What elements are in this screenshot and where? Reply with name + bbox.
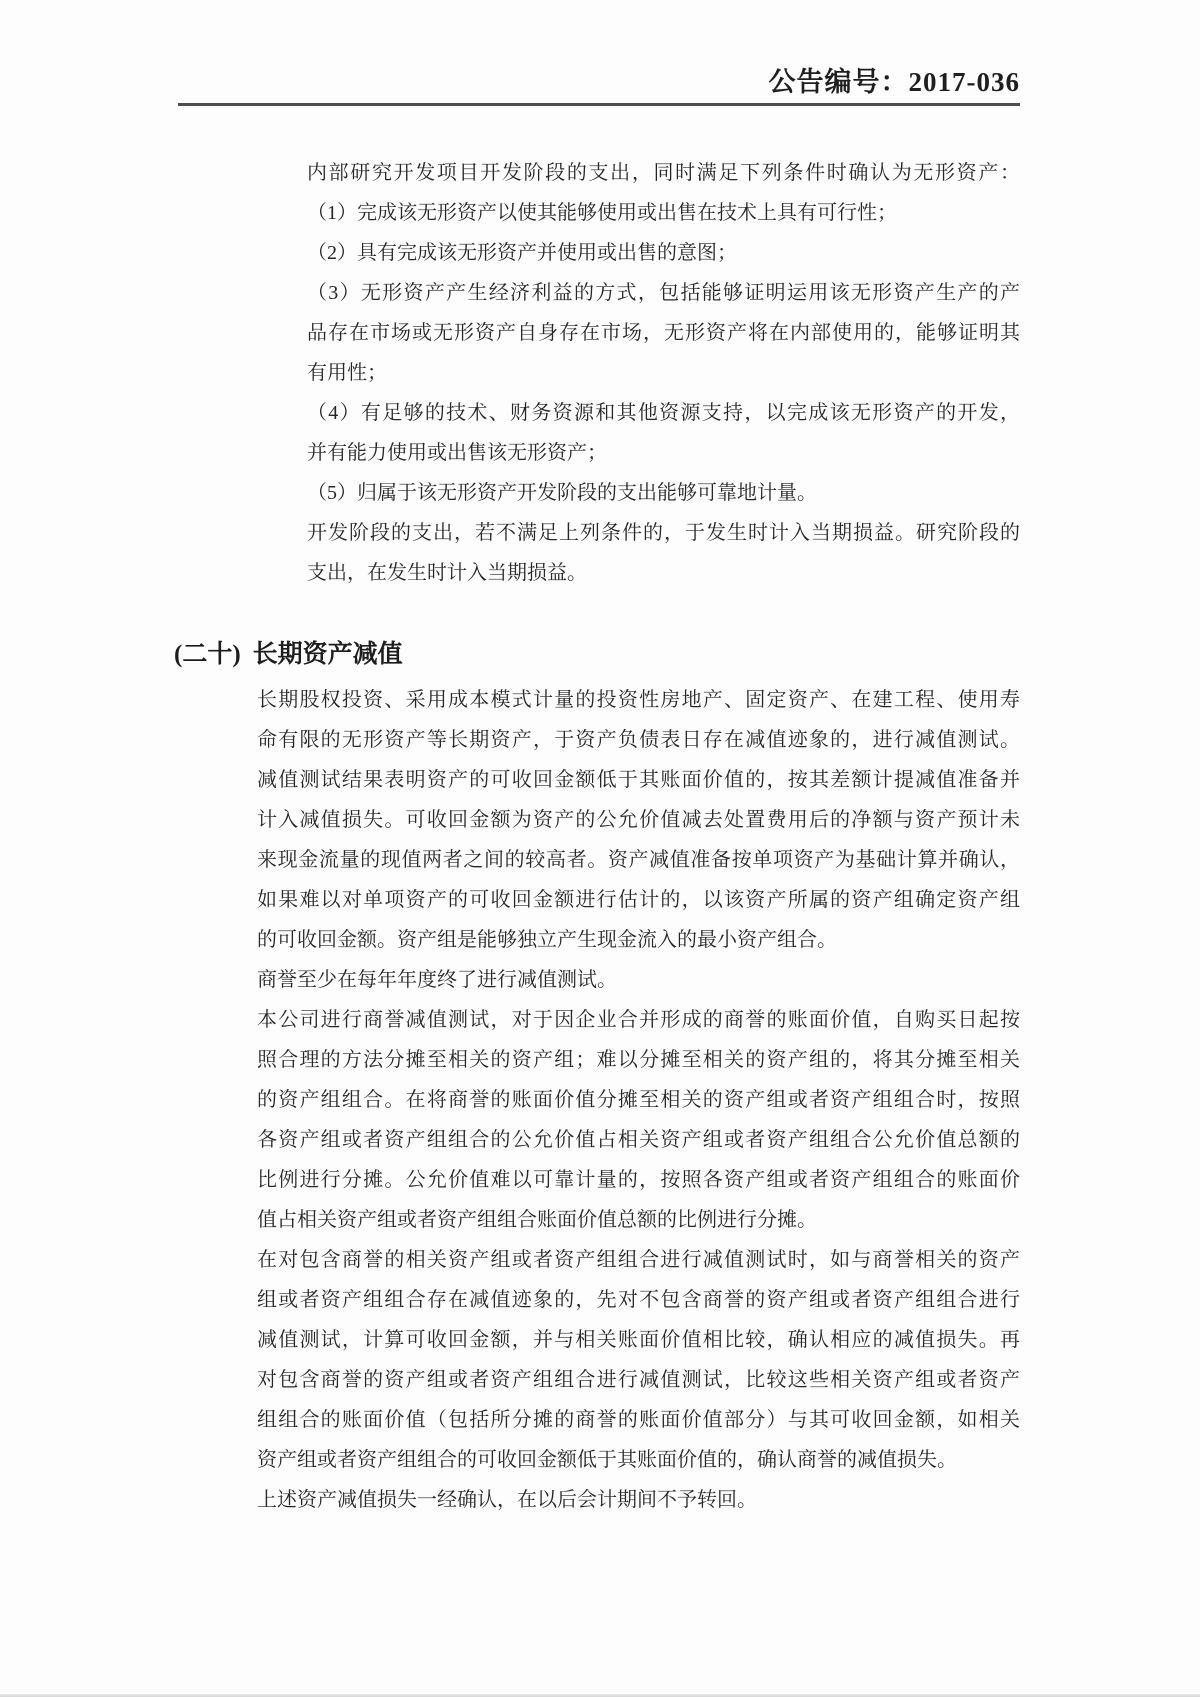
body-line: 开发阶段的支出，若不满足上列条件的，于发生时计入当期损益。研究阶段的 [307, 522, 1020, 544]
announcement-number: 公告编号：2017-036 [768, 67, 1020, 97]
body-line: 并有能力使用或出售该无形资产； [307, 442, 607, 464]
body-line: 比例进行分摊。公允价值难以可靠计量的，按照各资产组或者资产组组合的账面价 [257, 1169, 1020, 1191]
body-line: 命有限的无形资产等长期资产，于资产负债表日存在减值迹象的，进行减值测试。 [257, 729, 1020, 751]
body-line: 照合理的方法分摊至相关的资产组；难以分摊至相关的资产组的，将其分摊至相关 [257, 1049, 1020, 1071]
section-title: 长期资产减值 [252, 641, 403, 668]
body-line: （2）具有完成该无形资产并使用或出售的意图； [307, 242, 737, 264]
body-line: 对包含商誉的资产组或者资产组组合进行减值测试，比较这些相关资产组或者资产 [257, 1369, 1020, 1391]
body-line: 的资产组组合。在将商誉的账面价值分摊至相关的资产组或者资产组组合时，按照 [257, 1089, 1020, 1111]
body-line: 各资产组或者资产组组合的公允价值占相关资产组或者资产组组合公允价值总额的 [257, 1129, 1020, 1151]
body-line: 商誉至少在每年年度终了进行减值测试。 [257, 969, 617, 991]
body-line: 品存在市场或无形资产自身存在市场，无形资产将在内部使用的，能够证明其 [307, 322, 1020, 344]
body-line: （5）归属于该无形资产开发阶段的支出能够可靠地计量。 [307, 482, 817, 504]
body-line: 减值测试结果表明资产的可收回金额低于其账面价值的，按其差额计提减值准备并 [257, 769, 1020, 791]
body-line: （1）完成该无形资产以使其能够使用或出售在技术上具有可行性； [307, 202, 897, 224]
intangible-asset-paragraphs [307, 153, 1020, 593]
body-line: 来现金流量的现值两者之间的较高者。资产减值准备按单项资产为基础计算并确认， [257, 849, 1020, 871]
body-line: 减值测试，计算可收回金额，并与相关账面价值相比较，确认相应的减值损失。再 [257, 1329, 1020, 1351]
section-heading [174, 635, 403, 675]
body-line: 的可收回金额。资产组是能够独立产生现金流入的最小资产组合。 [257, 929, 837, 951]
body-line: 计入减值损失。可收回金额为资产的公允价值减去处置费用后的净额与资产预计未 [257, 809, 1020, 831]
body-line: （3）无形资产产生经济利益的方式，包括能够证明运用该无形资产生产的产 [307, 282, 1020, 304]
body-line: 组组合的账面价值（包括所分摊的商誉的账面价值部分）与其可收回金额，如相关 [257, 1409, 1020, 1431]
body-line: 本公司进行商誉减值测试，对于因企业合并形成的商誉的账面价值，自购买日起按 [257, 1009, 1020, 1031]
body-line: （4）有足够的技术、财务资源和其他资源支持，以完成该无形资产的开发， [307, 402, 1020, 424]
section-number: (二十) [174, 641, 241, 668]
body-line: 上述资产减值损失一经确认，在以后会计期间不予转回。 [257, 1489, 757, 1511]
body-line: 如果难以对单项资产的可收回金额进行估计的，以该资产所属的资产组确定资产组 [257, 889, 1020, 911]
body-line: 资产组或者资产组组合的可收回金额低于其账面价值的，确认商誉的减值损失。 [257, 1449, 957, 1471]
body-line: 支出，在发生时计入当期损益。 [307, 562, 587, 584]
body-line: 组或者资产组组合存在减值迹象的，先对不包含商誉的资产组或者资产组组合进行 [257, 1289, 1020, 1311]
body-line: 长期股权投资、采用成本模式计量的投资性房地产、固定资产、在建工程、使用寿 [257, 689, 1020, 711]
impairment-paragraphs [257, 680, 1020, 1520]
body-line: 有用性； [307, 362, 387, 384]
header-rule [178, 103, 1020, 106]
body-line: 内部研究开发项目开发阶段的支出，同时满足下列条件时确认为无形资产： [307, 162, 1020, 184]
body-line: 值占相关资产组或者资产组组合账面价值总额的比例进行分摊。 [257, 1209, 817, 1231]
body-line: 在对包含商誉的相关资产组或者资产组组合进行减值测试时，如与商誉相关的资产 [257, 1249, 1020, 1271]
